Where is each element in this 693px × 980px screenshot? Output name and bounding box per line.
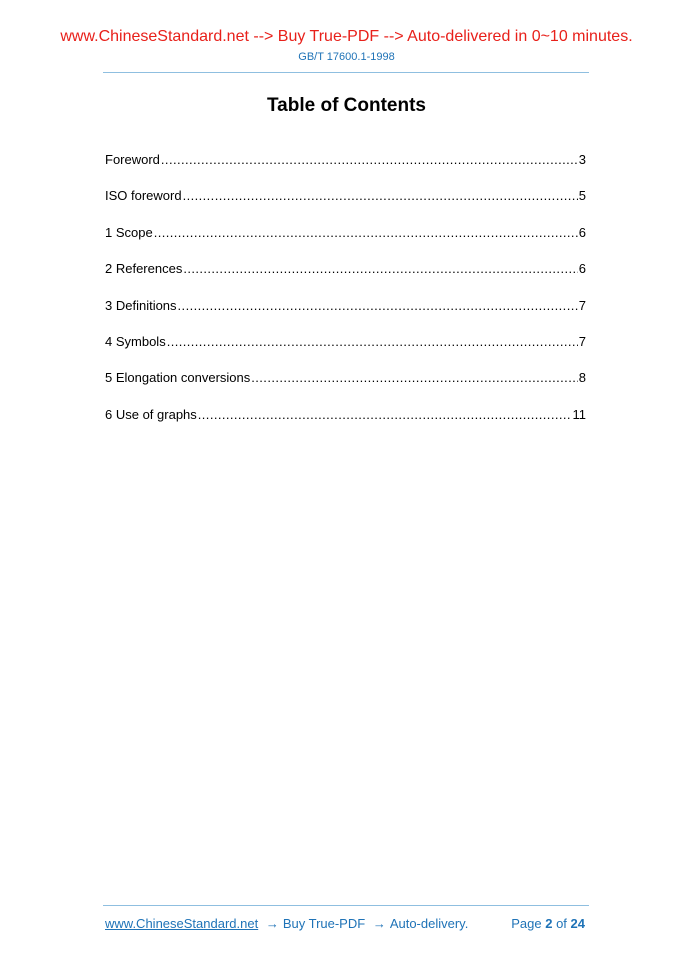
toc-entry-page: 8 bbox=[578, 370, 586, 386]
page-total: 24 bbox=[570, 916, 585, 931]
footer-left bbox=[105, 916, 468, 931]
toc-entry-label: Foreword bbox=[105, 152, 160, 167]
toc-entry-label: 6 Use of graphs bbox=[105, 406, 197, 422]
dot-leader bbox=[251, 370, 578, 385]
site-banner[interactable]: www.ChineseStandard.net --> Buy True-PDF --> Auto-delivered in 0~10 minutes. bbox=[60, 28, 633, 45]
page-footer bbox=[105, 916, 585, 931]
dot-leader bbox=[154, 225, 578, 240]
page-current: 2 bbox=[545, 916, 553, 931]
footer-buy-text: Buy True-PDF bbox=[282, 916, 366, 931]
toc-entry-page: 3 bbox=[578, 152, 586, 167]
toc-entry-page: 7 bbox=[578, 333, 586, 349]
toc-entry-definitions[interactable] bbox=[105, 298, 586, 334]
arrow-right-icon: → bbox=[372, 916, 386, 931]
toc-entry-references[interactable] bbox=[105, 261, 586, 297]
dot-leader bbox=[183, 188, 578, 203]
toc-entry-elongation-conversions[interactable] bbox=[105, 370, 586, 406]
toc-entry-use-of-graphs[interactable] bbox=[105, 407, 586, 443]
dot-leader bbox=[178, 298, 578, 313]
dot-leader bbox=[183, 261, 577, 276]
dot-leader bbox=[161, 152, 578, 167]
toc-entry-label: 1 Scope bbox=[105, 224, 153, 240]
dot-leader bbox=[198, 407, 572, 422]
standard-code: GB/T 17600.1-1998 bbox=[298, 51, 395, 63]
header-divider bbox=[103, 72, 589, 73]
toc-entry-scope[interactable] bbox=[105, 225, 586, 261]
page-of: of bbox=[556, 916, 567, 931]
toc-entry-symbols[interactable] bbox=[105, 334, 586, 370]
toc-entry-label: 3 Definitions bbox=[105, 297, 177, 313]
footer-delivery-text: Auto-delivery. bbox=[389, 916, 469, 931]
page-number bbox=[511, 916, 585, 931]
toc-entry-label: 5 Elongation conversions bbox=[105, 370, 251, 386]
toc-entry-page: 6 bbox=[578, 224, 586, 240]
arrow-right-icon: → bbox=[265, 916, 279, 931]
dot-leader bbox=[167, 334, 578, 349]
toc-entry-label: 2 References bbox=[105, 261, 183, 277]
toc-entry-label: 4 Symbols bbox=[105, 333, 166, 349]
toc-entry-iso-foreword[interactable] bbox=[105, 188, 586, 224]
toc-entry-page: 11 bbox=[572, 406, 586, 422]
toc-entry-foreword[interactable] bbox=[105, 152, 586, 188]
footer-divider bbox=[103, 905, 589, 906]
page-word: Page bbox=[511, 916, 542, 931]
toc-entry-label: ISO foreword bbox=[105, 188, 182, 204]
toc-title: Table of Contents bbox=[266, 95, 427, 116]
toc-entry-page: 7 bbox=[578, 297, 586, 313]
toc-entry-page: 6 bbox=[578, 261, 586, 277]
toc-entry-page: 5 bbox=[578, 188, 586, 204]
table-of-contents bbox=[105, 152, 586, 443]
footer-site-link[interactable]: www.ChineseStandard.net bbox=[105, 916, 259, 931]
